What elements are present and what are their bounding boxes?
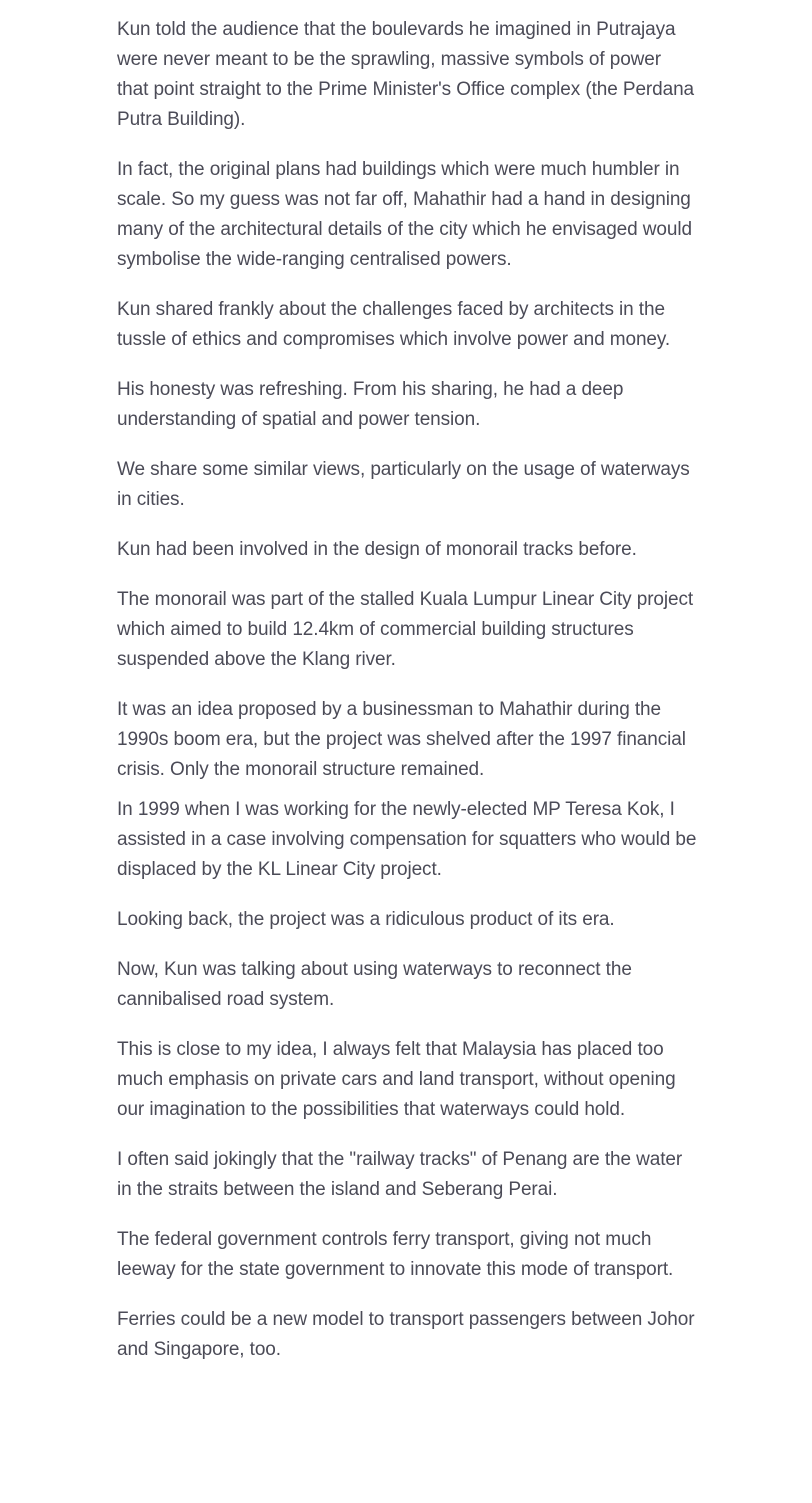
paragraph: It was an idea proposed by a businessman to Mahathir during the 1990s boom era, but the project was shelved after the 1997 financial crisis. Only the monorail structure remained. (117, 699, 686, 780)
paragraph: This is close to my idea, I always felt that Malaysia has placed too much emphasis on private cars and land transport, without opening our imagination to the possibilities that waterways could hold. (117, 1039, 676, 1120)
paragraph: We share some similar views, particularly on the usage of waterways in cities. (117, 459, 690, 510)
paragraph: Looking back, the project was a ridiculous product of its era. (117, 909, 615, 930)
paragraph: The monorail was part of the stalled Kuala Lumpur Linear City project which aimed to build 12.4km of commercial building structures suspended above the Klang river. (117, 589, 694, 670)
paragraph: Kun had been involved in the design of monorail tracks before. (117, 539, 637, 560)
paragraph: The federal government controls ferry transport, giving not much leeway for the state government to innovate this mode of transport. (117, 1229, 674, 1280)
paragraph: Now, Kun was talking about using waterways to reconnect the cannibalised road system. (117, 959, 632, 1010)
paragraph: In 1999 when I was working for the newly-elected MP Teresa Kok, I assisted in a case involving compensation for squatters who would be displaced by the KL Linear City project. (117, 799, 697, 880)
paragraph: Ferries could be a new model to transport passengers between Johor and Singapore, too. (117, 1309, 695, 1360)
paragraph: Kun shared frankly about the challenges faced by architects in the tussle of ethics and compromises which involve power and money. (117, 299, 671, 350)
article-body (117, 15, 697, 1385)
paragraph: In fact, the original plans had buildings which were much humbler in scale. So my guess was not far off, Mahathir had a hand in designing many of the architectural details of the city which he envisaged would symbolise the wide-ranging centralised powers. (117, 159, 692, 270)
paragraph: I often said jokingly that the "railway tracks" of Penang are the water in the straits between the island and Seberang Perai. (117, 1149, 683, 1200)
paragraph: Kun told the audience that the boulevards he imagined in Putrajaya were never meant to be the sprawling, massive symbols of power that point straight to the Prime Minister's Office complex (the Perdana Putra Building). (117, 19, 695, 130)
paragraph: His honesty was refreshing. From his sharing, he had a deep understanding of spatial and power tension. (117, 379, 624, 430)
